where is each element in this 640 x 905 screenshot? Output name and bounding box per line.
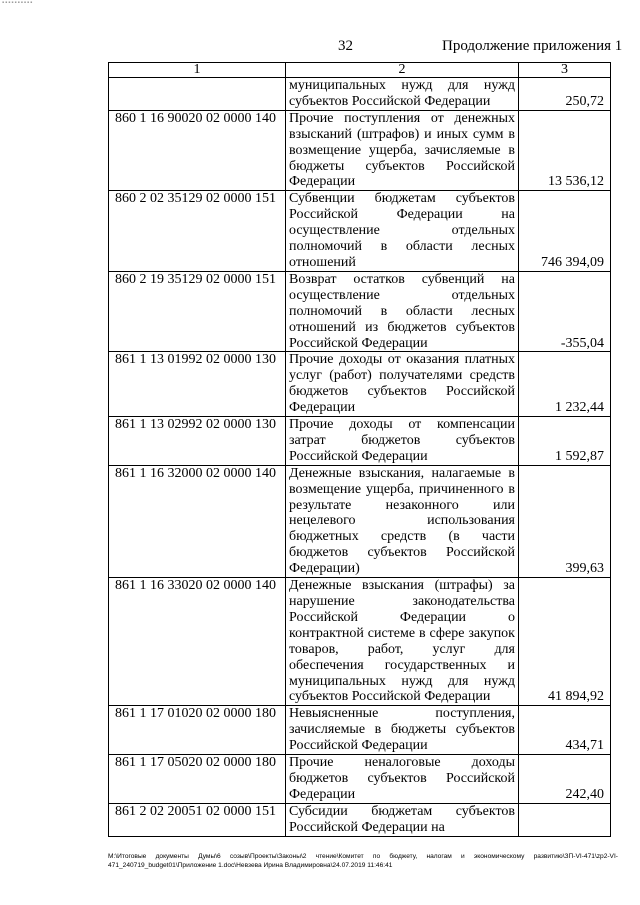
row-amount: 250,72 bbox=[519, 78, 611, 111]
continuation-title: Продолжение приложения 1 bbox=[442, 38, 623, 54]
row-amount: 1 232,44 bbox=[519, 352, 611, 417]
revenue-table bbox=[108, 62, 611, 837]
table-header-row bbox=[109, 63, 611, 78]
row-code: 861 1 13 01992 02 0000 130 bbox=[109, 352, 286, 417]
table-row bbox=[109, 803, 611, 836]
table-row bbox=[109, 271, 611, 352]
row-code: 861 1 13 02992 02 0000 130 bbox=[109, 417, 286, 466]
row-amount: 746 394,09 bbox=[519, 191, 611, 272]
row-code: 861 1 17 05020 02 0000 180 bbox=[109, 755, 286, 804]
col-header-1: 1 bbox=[109, 63, 286, 78]
row-code: 860 2 02 35129 02 0000 151 bbox=[109, 191, 286, 272]
col-header-2: 2 bbox=[286, 63, 519, 78]
table-row bbox=[109, 417, 611, 466]
row-amount bbox=[519, 803, 611, 836]
row-code: 860 1 16 90020 02 0000 140 bbox=[109, 110, 286, 191]
row-description: Денежные взыскания, налагаемые в возмещение ущерба, причиненного в результате незаконного или нецелевого использования бюджетных средств (в части бюджетов субъектов Российской Федерации) bbox=[286, 465, 519, 577]
table-row bbox=[109, 706, 611, 755]
row-description: Прочие доходы от оказания платных услуг (работ) получателями средств бюджетов субъектов Российской Федерации bbox=[286, 352, 519, 417]
table-row bbox=[109, 191, 611, 272]
row-amount: -355,04 bbox=[519, 271, 611, 352]
row-amount: 434,71 bbox=[519, 706, 611, 755]
row-description: Прочие доходы от компенсации затрат бюджетов субъектов Российской Федерации bbox=[286, 417, 519, 466]
row-code: 861 1 16 33020 02 0000 140 bbox=[109, 578, 286, 706]
table-row bbox=[109, 78, 611, 111]
row-code: 861 2 02 20051 02 0000 151 bbox=[109, 803, 286, 836]
row-description: Денежные взыскания (штрафы) за нарушение законодательства Российской Федерации о контрактной системе в сфере закупок товаров, работ, услуг для обеспечения государственных и муниципальных нужд для нужд субъектов Российской Федерации bbox=[286, 578, 519, 706]
file-path-footer: M:\Итоговые документы Думы\6 созыв\Проекты\Законы\2 чтение\Комитет по бюджету, налогам и экономическому развитию\ЗП-VI-471\zp2-VI-471_240719_budget01\Приложение 1.doc\Невзева Ирина Владимировна\24.07.2019 11:46:41 bbox=[108, 853, 618, 869]
row-code: 861 1 16 32000 02 0000 140 bbox=[109, 465, 286, 577]
row-description: Субсидии бюджетам субъектов Российской Федерации на bbox=[286, 803, 519, 836]
table-row bbox=[109, 110, 611, 191]
row-description: Прочие поступления от денежных взысканий (штрафов) и иных сумм в возмещение ущерба, зачисляемые в бюджеты субъектов Российской Федерации bbox=[286, 110, 519, 191]
row-code bbox=[109, 78, 286, 111]
table-row bbox=[109, 352, 611, 417]
row-description: Возврат остатков субвенций на осуществление отдельных полномочий в области лесных отношений из бюджетов субъектов Российской Федерации bbox=[286, 271, 519, 352]
row-code: 861 1 17 01020 02 0000 180 bbox=[109, 706, 286, 755]
table-row bbox=[109, 465, 611, 577]
table-body bbox=[109, 78, 611, 837]
table-row bbox=[109, 578, 611, 706]
table-row bbox=[109, 755, 611, 804]
row-amount: 41 894,92 bbox=[519, 578, 611, 706]
corner-mark: ▪▪▪▪▪▪▪▪▪▪ bbox=[2, 0, 34, 6]
row-description: Субвенции бюджетам субъектов Российской Федерации на осуществление отдельных полномочий в области лесных отношений bbox=[286, 191, 519, 272]
row-description: муниципальных нужд для нужд субъектов Российской Федерации bbox=[286, 78, 519, 111]
row-amount: 242,40 bbox=[519, 755, 611, 804]
row-amount: 399,63 bbox=[519, 465, 611, 577]
col-header-3: 3 bbox=[519, 63, 611, 78]
row-amount: 13 536,12 bbox=[519, 110, 611, 191]
row-amount: 1 592,87 bbox=[519, 417, 611, 466]
row-description: Невыясненные поступления, зачисляемые в бюджеты субъектов Российской Федерации bbox=[286, 706, 519, 755]
page-number: 32 bbox=[338, 38, 353, 54]
row-description: Прочие неналоговые доходы бюджетов субъектов Российской Федерации bbox=[286, 755, 519, 804]
row-code: 860 2 19 35129 02 0000 151 bbox=[109, 271, 286, 352]
